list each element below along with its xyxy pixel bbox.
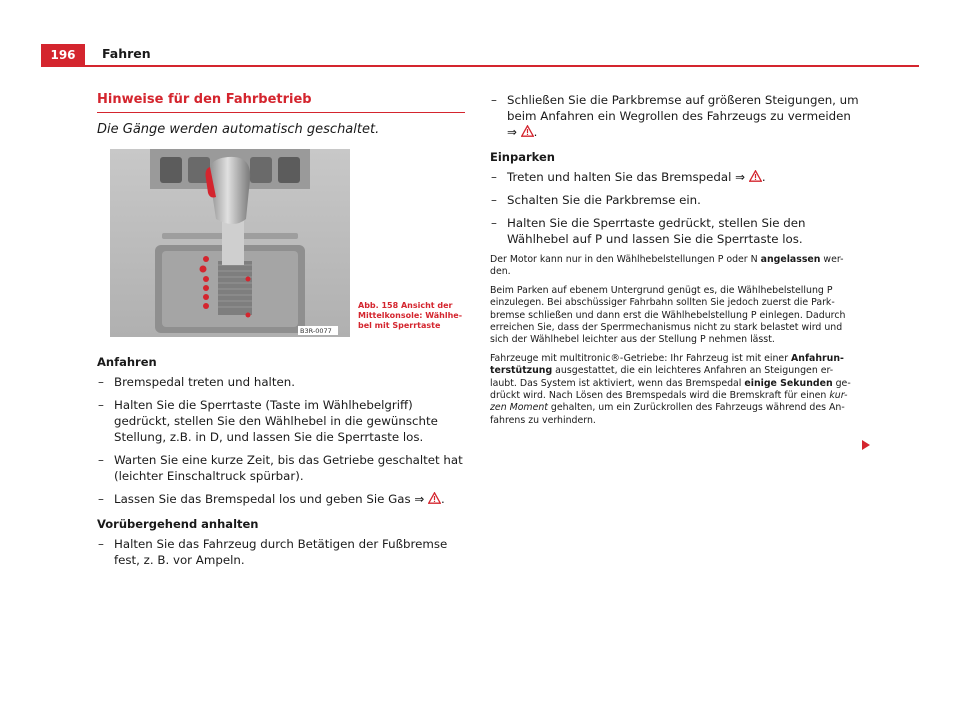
continue-arrow-icon [862, 440, 870, 450]
list-item: – Warten Sie eine kurze Zeit, bis das Getriebe geschaltet hat (leichter Einschaltruck spürbar). [98, 453, 463, 483]
page-number: 196 [41, 44, 85, 66]
paragraph-multitronic: Fahrzeuge mit multitronic®-Getriebe: Ihr Fahrzeug ist mit einer Anfahrun-terstützung ausgestattet, die ein leichteres Anfahren an Steigungen er-laubt. Das System ist aktiviert, wenn das Bremspedal einige Sekunden ge-drückt wird. Nach Lösen des Bremspedals wird die Bremskraft für einen kur-zen Moment gehalten, um ein Zurückrollen des Fahrzeugs während des An-fahrens zu verhindern. [490, 352, 851, 426]
right-column [490, 92, 860, 433]
figure-158 [110, 149, 465, 339]
list-item: – Lassen Sie das Bremspedal los und geben Sie Gas ⇒ . [98, 492, 445, 506]
list-item: – Halten Sie die Sperrtaste (Taste im Wählhebelgriff) gedrückt, stellen Sie den Wählhebel in die gewünschte Stellung, z.B. in D, und lassen Sie die Sperrtaste los. [98, 398, 438, 444]
paragraph-engine-start: Der Motor kann nur in den Wählhebelstellungen P oder N angelassen wer-den. [490, 254, 844, 278]
paragraph-parking: Beim Parken auf ebenem Untergrund genügt es, die Wählhebelstellung P einzulegen. Bei abschüssiger Fahrbahn sollten Sie jedoch zuerst die Park-bremse schließen und dann erst die Wählhebelstellung P einlegen. Dadurch erreichen Sie, dass der Sperrmechanismus nicht zu stark belastet wird und sich der Wählhebel leichter aus der Stellung P nehmen lässt. [490, 284, 846, 346]
list-item: – Treten und halten Sie das Bremspedal ⇒ . [491, 170, 766, 184]
figure-caption: Abb. 158 Ansicht der Mittelkonsole: Wählhe-bel mit Sperrtaste [358, 301, 463, 330]
header-rule [41, 65, 919, 67]
warning-triangle-icon[interactable] [521, 125, 534, 137]
list-item: – Schalten Sie die Parkbremse ein. [491, 193, 701, 207]
list-item: – Halten Sie die Sperrtaste gedrückt, stellen Sie den Wählhebel auf P und lassen Sie die Sperrtaste los. [491, 216, 806, 246]
image-code: B3R-0077 [300, 327, 332, 335]
list-item: – Schließen Sie die Parkbremse auf größeren Steigungen, um beim Anfahren ein Wegrollen des Fahrzeugs zu vermeiden ⇒ . [491, 93, 859, 139]
running-header: Fahren [102, 46, 151, 61]
heading-einparken: Einparken [490, 150, 555, 164]
section-subtitle: Die Gänge werden automatisch geschaltet. [97, 122, 380, 137]
warning-triangle-icon[interactable] [749, 170, 762, 182]
heading-anhalten: Vorübergehend anhalten [97, 517, 259, 531]
left-column [97, 92, 465, 575]
list-item: – Halten Sie das Fahrzeug durch Betätigen der Fußbremse fest, z. B. vor Ampeln. [98, 537, 448, 567]
list-item: – Bremspedal treten und halten. [98, 375, 295, 389]
section-title: Hinweise für den Fahrbetrieb [97, 92, 465, 113]
gear-selector-illustration [110, 149, 350, 337]
heading-anfahren: Anfahren [97, 355, 157, 369]
warning-triangle-icon[interactable] [428, 492, 441, 504]
